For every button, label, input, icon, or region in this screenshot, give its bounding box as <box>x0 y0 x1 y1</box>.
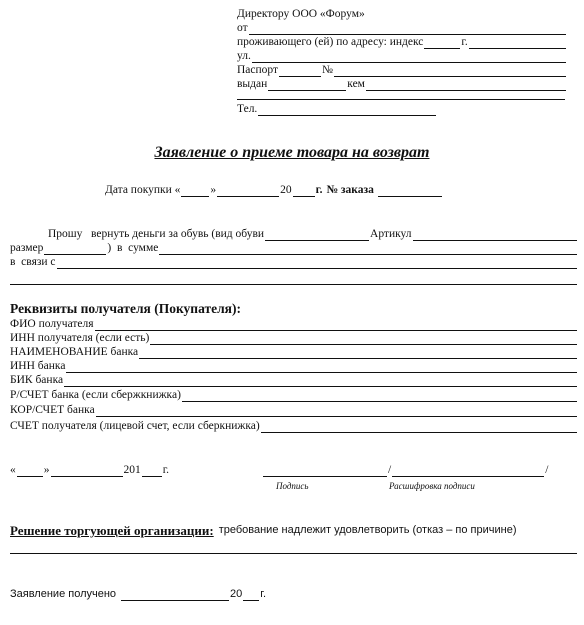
header-issued-row <box>237 78 567 91</box>
signature-separator: / <box>388 464 392 476</box>
city-line[interactable] <box>469 37 566 49</box>
phone-label: Тел. <box>237 103 258 115</box>
passport-number-sign: № <box>322 64 334 76</box>
decision-heading: Решение торгующей организации: <box>10 523 214 538</box>
order-number-line[interactable] <box>378 185 442 197</box>
bank-name-line[interactable] <box>139 347 577 359</box>
sign-caption: Подпись <box>276 481 309 491</box>
passport-number-line[interactable] <box>334 65 566 77</box>
document-title: Заявление о приеме товара на возврат <box>154 144 430 161</box>
requisite-label: ИНН банка <box>10 360 66 372</box>
signature-date-open: « <box>10 464 16 476</box>
decode-caption-row <box>389 480 475 493</box>
signature-decode-line[interactable] <box>392 465 544 477</box>
signature-date-close: » <box>43 464 50 476</box>
from-name-line[interactable] <box>249 23 566 35</box>
decision-text: требование надлежит удовлетворить (отказ – по причине) <box>218 524 517 536</box>
signature-month-line[interactable] <box>51 465 123 477</box>
decision-row <box>10 524 517 537</box>
recipient-inn-line[interactable] <box>150 333 577 345</box>
requisite-row <box>10 420 578 433</box>
signature-year-line[interactable] <box>142 465 162 477</box>
issued-by-label: кем <box>347 78 365 90</box>
reason-extra-line[interactable] <box>10 284 577 285</box>
purchase-month-line[interactable] <box>217 185 279 197</box>
request-line-3 <box>10 256 578 269</box>
signature-separator-end: / <box>545 464 549 476</box>
sign-caption-row <box>276 480 309 493</box>
address-label: проживающего (ей) по адресу: индекс <box>237 36 424 48</box>
purchase-day-line[interactable] <box>181 185 209 197</box>
requisite-row <box>10 404 578 417</box>
size-line[interactable] <box>44 243 106 255</box>
received-year-suffix: г. <box>260 588 267 600</box>
recipient-line: Директору ООО «Форум» <box>237 8 365 20</box>
header-passport-row <box>237 64 567 77</box>
header-phone-row <box>237 103 437 116</box>
order-number-label: № заказа <box>326 184 374 196</box>
requisite-label: КОР/СЧЕТ банка <box>10 404 95 416</box>
requisite-row <box>10 389 578 402</box>
bank-bik-line[interactable] <box>64 375 577 387</box>
received-year-line[interactable] <box>243 589 259 601</box>
header-address-row <box>237 36 567 49</box>
corr-account-line[interactable] <box>96 405 577 417</box>
purchase-year-suffix: г. <box>315 184 323 196</box>
requisites-heading-row <box>10 302 241 315</box>
request-text: Прошу вернуть деньги за обувь (вид обуви <box>48 228 265 240</box>
shoe-type-line[interactable] <box>265 229 369 241</box>
received-year-prefix: 20 <box>230 588 243 600</box>
requisite-label: НАИМЕНОВАНИЕ банка <box>10 346 139 358</box>
requisite-row <box>10 360 578 373</box>
recipient-account-line[interactable] <box>261 421 577 433</box>
signature-lines-row <box>262 464 552 477</box>
signature-year-suffix: г. <box>162 464 170 476</box>
requisite-row <box>10 374 578 387</box>
signature-year-prefix: 201 <box>123 464 141 476</box>
received-date-line[interactable] <box>121 589 229 601</box>
request-line-2 <box>10 242 578 255</box>
header-recipient <box>237 8 365 21</box>
decision-line[interactable] <box>10 553 577 554</box>
reason-line[interactable] <box>57 257 577 269</box>
sum-line[interactable] <box>159 243 577 255</box>
signature-date-row <box>10 464 169 477</box>
from-label: от <box>237 22 248 34</box>
signature-line[interactable] <box>263 465 387 477</box>
bank-inn-line[interactable] <box>66 361 577 373</box>
reason-label: в связи с <box>10 256 56 268</box>
article-label: Артикул <box>370 228 412 240</box>
header-extra-line[interactable] <box>237 99 565 100</box>
purchase-year-prefix: 20 <box>280 184 292 196</box>
purchase-date-close: » <box>210 184 217 196</box>
requisite-label: Р/СЧЕТ банка (если сбержкнижка) <box>10 389 181 401</box>
requisite-row <box>10 332 578 345</box>
requisite-row <box>10 346 578 359</box>
street-label: ул. <box>237 50 251 62</box>
address-year-label: г. <box>461 36 468 48</box>
phone-line[interactable] <box>258 104 436 116</box>
requisite-label: БИК банка <box>10 374 64 386</box>
bank-account-line[interactable] <box>182 390 577 402</box>
header-street-row <box>237 50 567 63</box>
header-from-row <box>237 22 567 35</box>
article-line[interactable] <box>413 229 577 241</box>
sum-label: ) в сумме <box>107 242 159 254</box>
passport-label: Паспорт <box>237 64 279 76</box>
issued-by-line[interactable] <box>366 79 566 91</box>
decode-caption: Расшифровка подписи <box>389 481 475 491</box>
requisite-row <box>10 318 578 331</box>
issued-label: выдан <box>237 78 268 90</box>
passport-series-line[interactable] <box>279 65 321 77</box>
signature-day-line[interactable] <box>17 465 43 477</box>
requisite-label: ФИО получателя <box>10 318 94 330</box>
postal-index-line[interactable] <box>424 37 460 49</box>
purchase-date-label: Дата покупки « <box>105 184 181 196</box>
requisite-label: СЧЕТ получателя (лицевой счет, если сберкнижка) <box>10 420 260 432</box>
requisite-label: ИНН получателя (если есть) <box>10 332 150 344</box>
issued-date-line[interactable] <box>268 79 346 91</box>
request-line-1 <box>48 228 578 241</box>
street-line[interactable] <box>252 51 566 63</box>
received-row <box>10 588 266 601</box>
requisites-heading: Реквизиты получателя (Покупателя): <box>10 301 241 316</box>
received-label: Заявление получено <box>10 588 117 600</box>
recipient-fio-line[interactable] <box>95 319 577 331</box>
size-label: размер <box>10 242 44 254</box>
purchase-row <box>105 184 443 197</box>
purchase-year-line[interactable] <box>293 185 315 197</box>
